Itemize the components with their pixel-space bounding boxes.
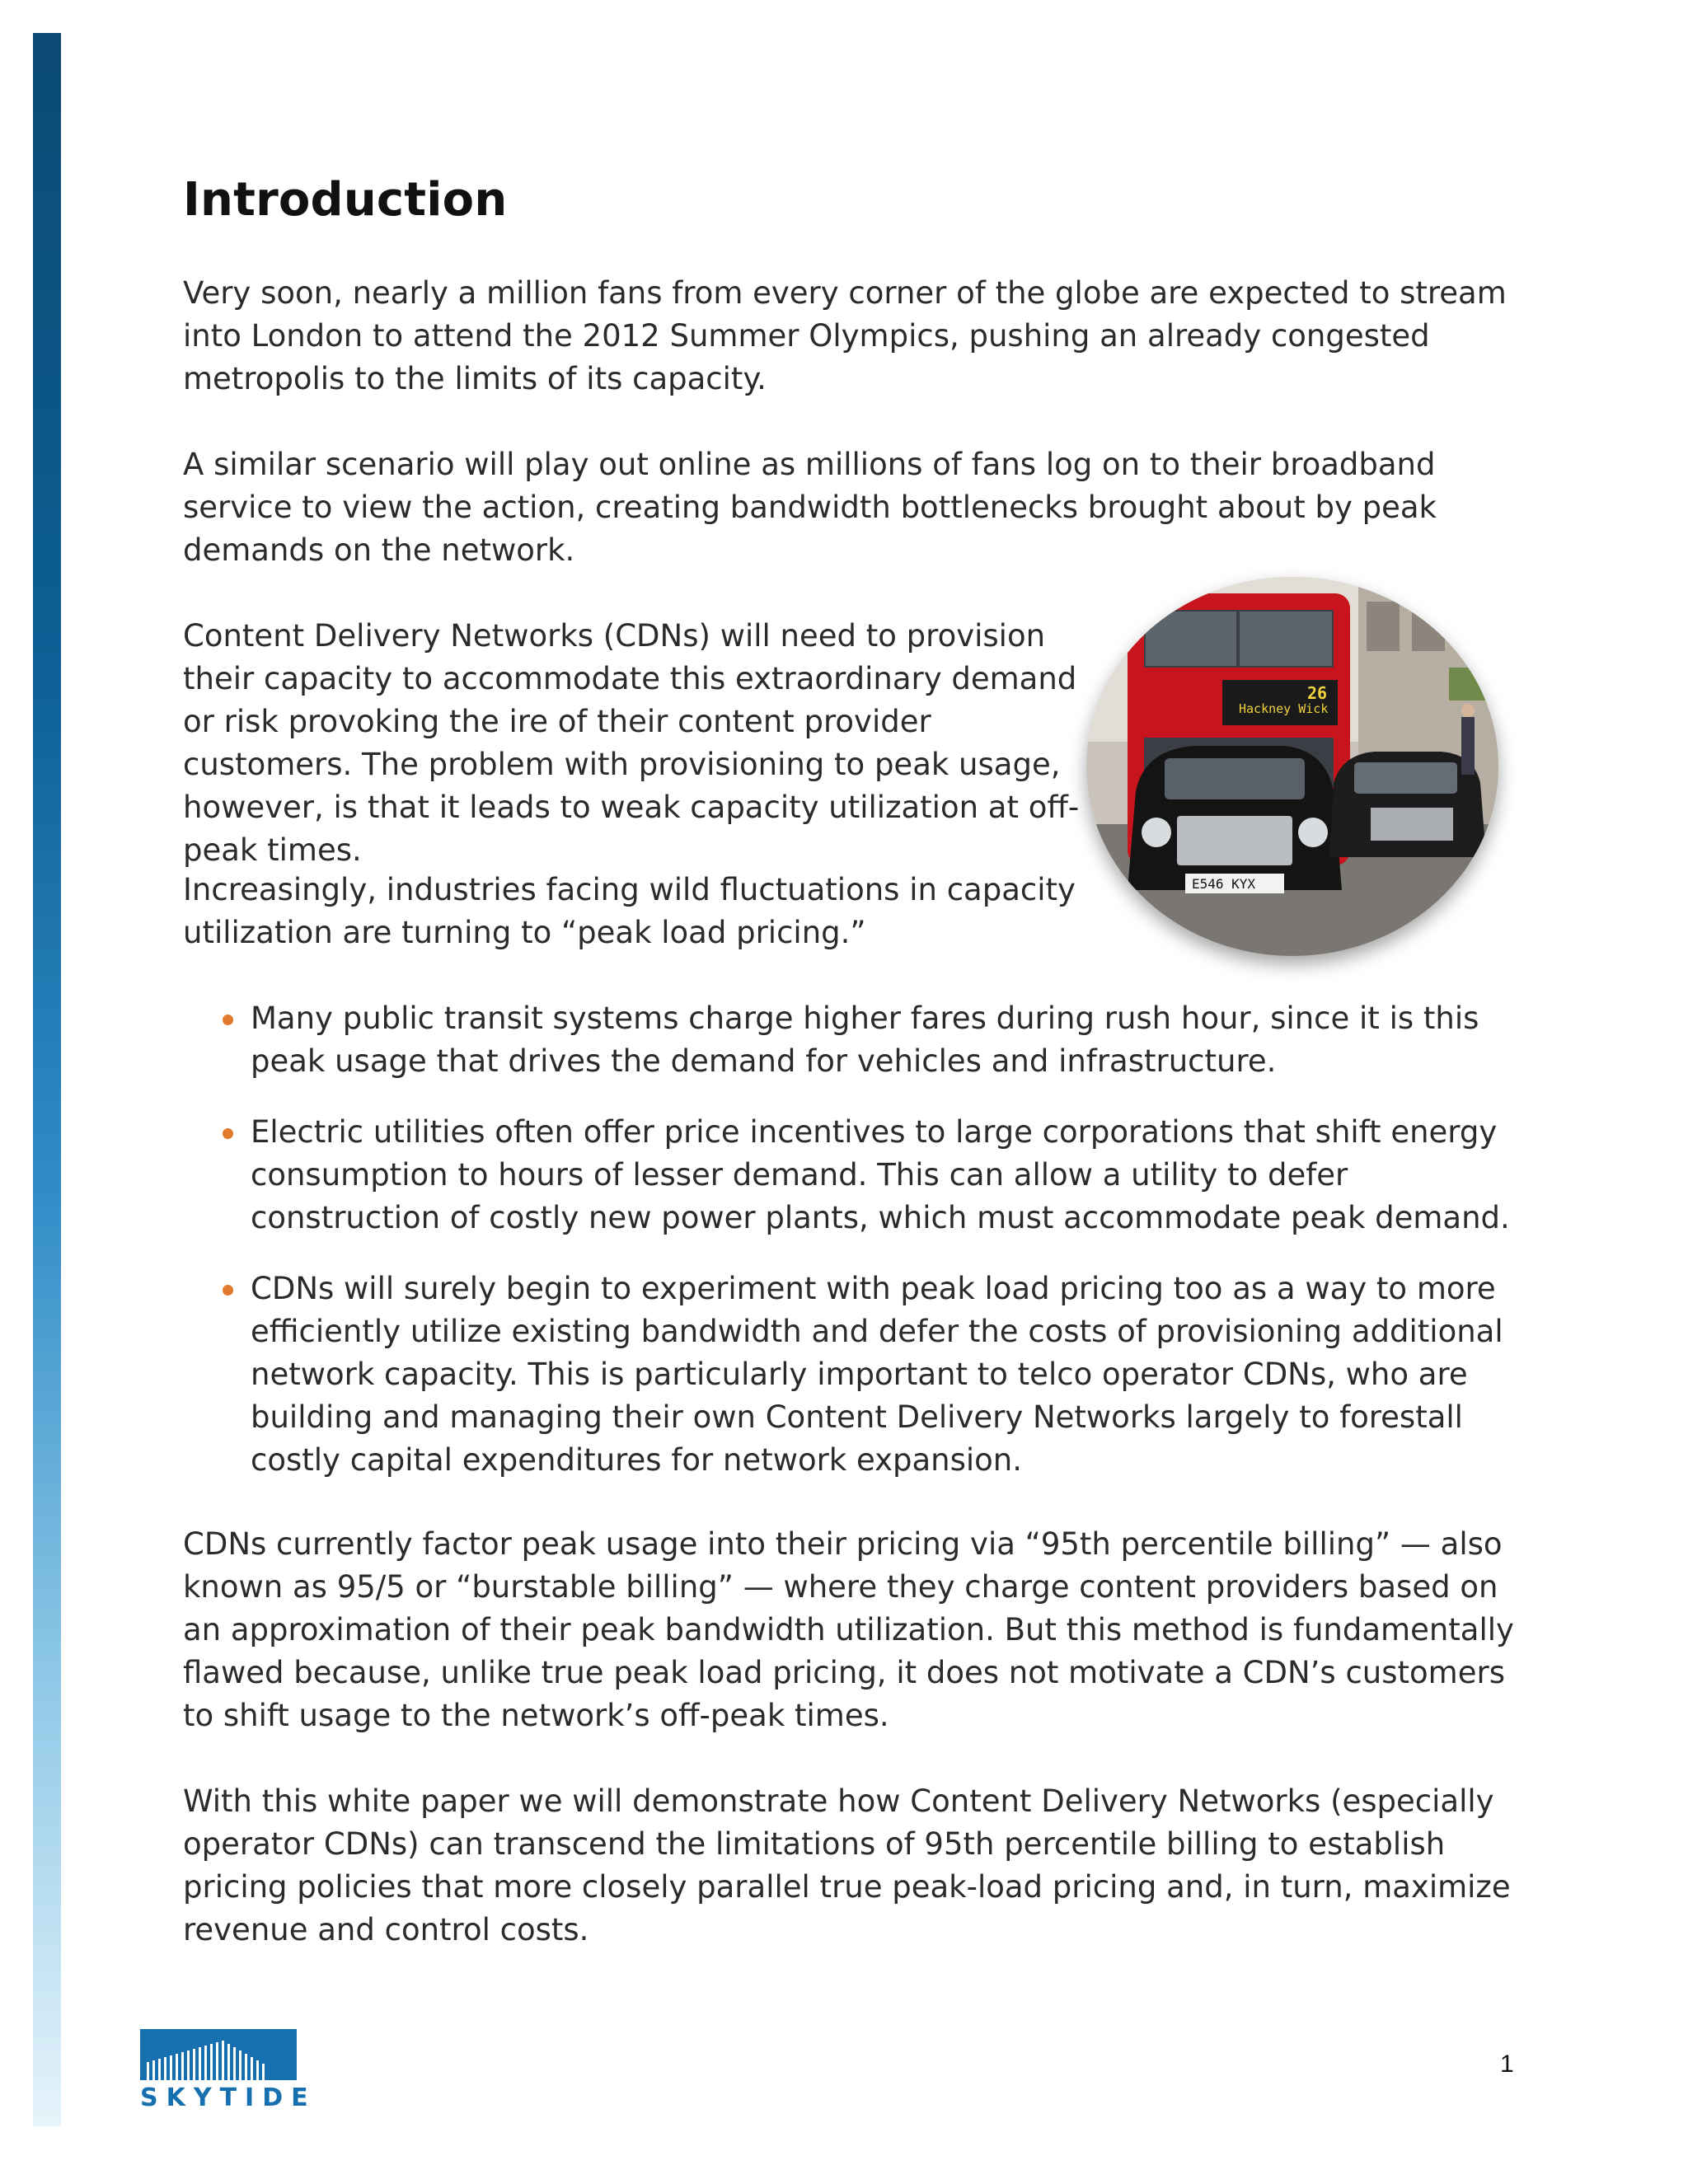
paragraph-olympics: Very soon, nearly a million fans from every corner of the globe are expected to stream into London to attend the 2012 Summer Olympics, pushing an already congested metropolis to the limits of its capacity. — [183, 275, 1507, 396]
bullet-text: Electric utilities often offer price incentives to large corporations that shift energy consumption to hours of lesser demand. This can allow a utility to defer construction of costly new power plants, which must accommodate peak demand. — [251, 1114, 1510, 1235]
paragraph-online-scenario: A similar scenario will play out online as millions of fans log on to their broadband service to view the action, creating bandwidth bottlenecks brought about by peak demands on the network. — [183, 447, 1437, 568]
paragraph-peak-load-pricing: Increasingly, industries facing wild fluctuations in capacity utilization are turning to “peak load pricing.” — [183, 872, 1076, 950]
bullet-text: Many public transit systems charge higher fares during rush hour, since it is this peak usage that drives the demand for vehicles and infrastructure. — [251, 1001, 1479, 1079]
list-item — [223, 997, 1535, 1083]
page-title: Introduction — [183, 173, 508, 227]
bullet-list — [223, 997, 1535, 1510]
list-item — [223, 1111, 1535, 1240]
bus-route-number: 26 — [1307, 683, 1328, 703]
paragraph-cdn-provisioning: Content Delivery Networks (CDNs) will need to provision their capacity to accommodate this extraordinary demand or risk provoking the ire of their content provider customers. The problem with provisioning to peak usage, however, is that it leads to weak capacity utilization at off-peak times. — [183, 618, 1080, 868]
page-number: 1 — [1500, 2050, 1514, 2078]
bullet-dot-icon — [223, 1128, 233, 1139]
skyline-bars-icon — [140, 2029, 297, 2080]
bullet-dot-icon — [223, 1015, 233, 1025]
bus-destination-sign: Hackney Wick — [1239, 701, 1329, 716]
side-gradient-bar — [33, 33, 61, 2126]
london-bus-taxi-illustration — [1086, 577, 1498, 956]
list-item — [223, 1268, 1535, 1482]
taxi-number-plate: E546 KYX — [1192, 876, 1256, 892]
skytide-logo — [140, 2029, 316, 2118]
london-street-photo — [1086, 577, 1498, 956]
skytide-logo-mark — [140, 2029, 297, 2080]
skytide-wordmark: SKYTIDE — [140, 2083, 316, 2112]
paragraph-white-paper-goal: With this white paper we will demonstrate how Content Delivery Networks (especially operator CDNs) can transcend the limitations of 95th percentile billing to establish pricing policies that more closely parallel true peak-load pricing and, in turn, maximize revenue and control costs. — [183, 1783, 1511, 1947]
bullet-text: CDNs will surely begin to experiment with peak load pricing too as a way to more efficiently utilize existing bandwidth and defer the costs of provisioning additional network capacity. This is particularly important to telco operator CDNs, who are building and managing their own Content Delivery Networks largely to forestall costly capital expenditures for network expansion. — [251, 1271, 1503, 1478]
paragraph-95th-percentile: CDNs currently factor peak usage into their pricing via “95th percentile billing” — also known as 95/5 or “burstable billing” — where they charge content providers based on an approximation of their peak bandwidth utilization. But this method is fundamentally flawed because, unlike true peak load pricing, it does not motivate a CDN’s customers to shift usage to the network’s off-peak times. — [183, 1526, 1514, 1733]
bullet-dot-icon — [223, 1285, 233, 1296]
